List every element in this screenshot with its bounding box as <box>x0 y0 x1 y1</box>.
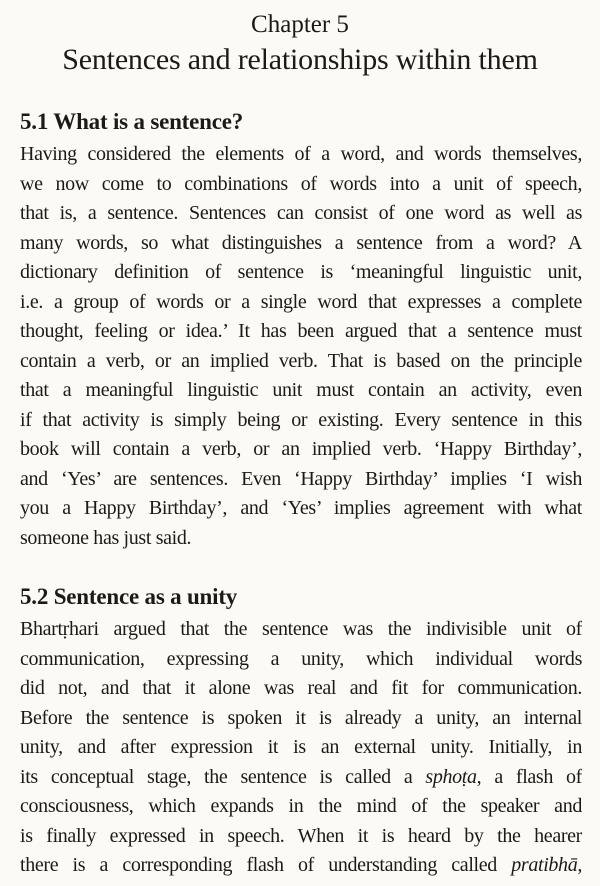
text-line: unity, and after expression it is an external unity. Initially, in <box>20 736 582 758</box>
italic-term-sphota: sphoṭa <box>425 765 477 788</box>
page-content <box>0 107 600 881</box>
text-line: Before the sentence is spoken it is already a unity, an internal <box>20 706 582 729</box>
section-heading-5-2: 5.2 Sentence as a unity <box>20 584 238 609</box>
text-line: Having considered the elements of a word, and words themselves, <box>20 143 582 165</box>
text-line: consciousness, which expands in the mind of the speaker and <box>20 795 582 817</box>
text-line: thought, feeling or idea.’ It has been argued that a sentence must <box>20 320 582 342</box>
text-line: Bhartṛhari argued that the sentence was the indivisible unit of <box>20 618 582 640</box>
text-line: book will contain a verb, or an implied verb. ‘Happy Birthday’, <box>20 438 582 460</box>
text-line: if that activity is simply being or existing. Every sentence in this <box>20 408 582 431</box>
text-line: you a Happy Birthday’, and ‘Yes’ implies agreement with what <box>20 497 582 519</box>
text-line: contain a verb, or an implied verb. That is based on the principle <box>20 349 582 372</box>
paragraph-5-2 <box>20 615 582 881</box>
text-line: communication, expressing a unity, which individual words <box>20 647 582 670</box>
chapter-title: Sentences and relationships within them <box>62 43 538 76</box>
text-line: that a meaningful linguistic unit must contain an activity, even <box>20 379 582 401</box>
text-segment: there is a corresponding flash of understanding called <box>20 854 512 876</box>
text-line: did not, and that it alone was real and fit for communication. <box>20 677 582 699</box>
text-segment: , a flash of <box>476 765 582 788</box>
text-line: i.e. a group of words or a single word that expresses a complete <box>20 290 582 313</box>
chapter-label: Chapter 5 <box>251 11 349 38</box>
text-line: dictionary definition of sentence is ‘meaningful linguistic unit, <box>20 261 582 283</box>
text-line: that is, a sentence. Sentences can consist of one word as well as <box>20 202 582 224</box>
italic-term-pratibha: pratibhā, <box>511 854 582 876</box>
text-line: many words, so what distinguishes a sentence from a word? A <box>20 231 582 254</box>
text-segment: its conceptual stage, the sentence is called a <box>20 765 426 788</box>
text-line: someone has just said. <box>20 526 192 549</box>
text-line <box>20 763 582 793</box>
paragraph-5-1 <box>20 140 582 553</box>
section-heading-5-1: 5.1 What is a sentence? <box>20 109 244 134</box>
text-line: is finally expressed in speech. When it is heard by the hearer <box>20 824 582 847</box>
text-line <box>20 851 582 881</box>
text-line: we now come to combinations of words into a unit of speech, <box>20 172 582 195</box>
text-line: and ‘Yes’ are sentences. Even ‘Happy Birthday’ implies ‘I wish <box>20 467 582 490</box>
